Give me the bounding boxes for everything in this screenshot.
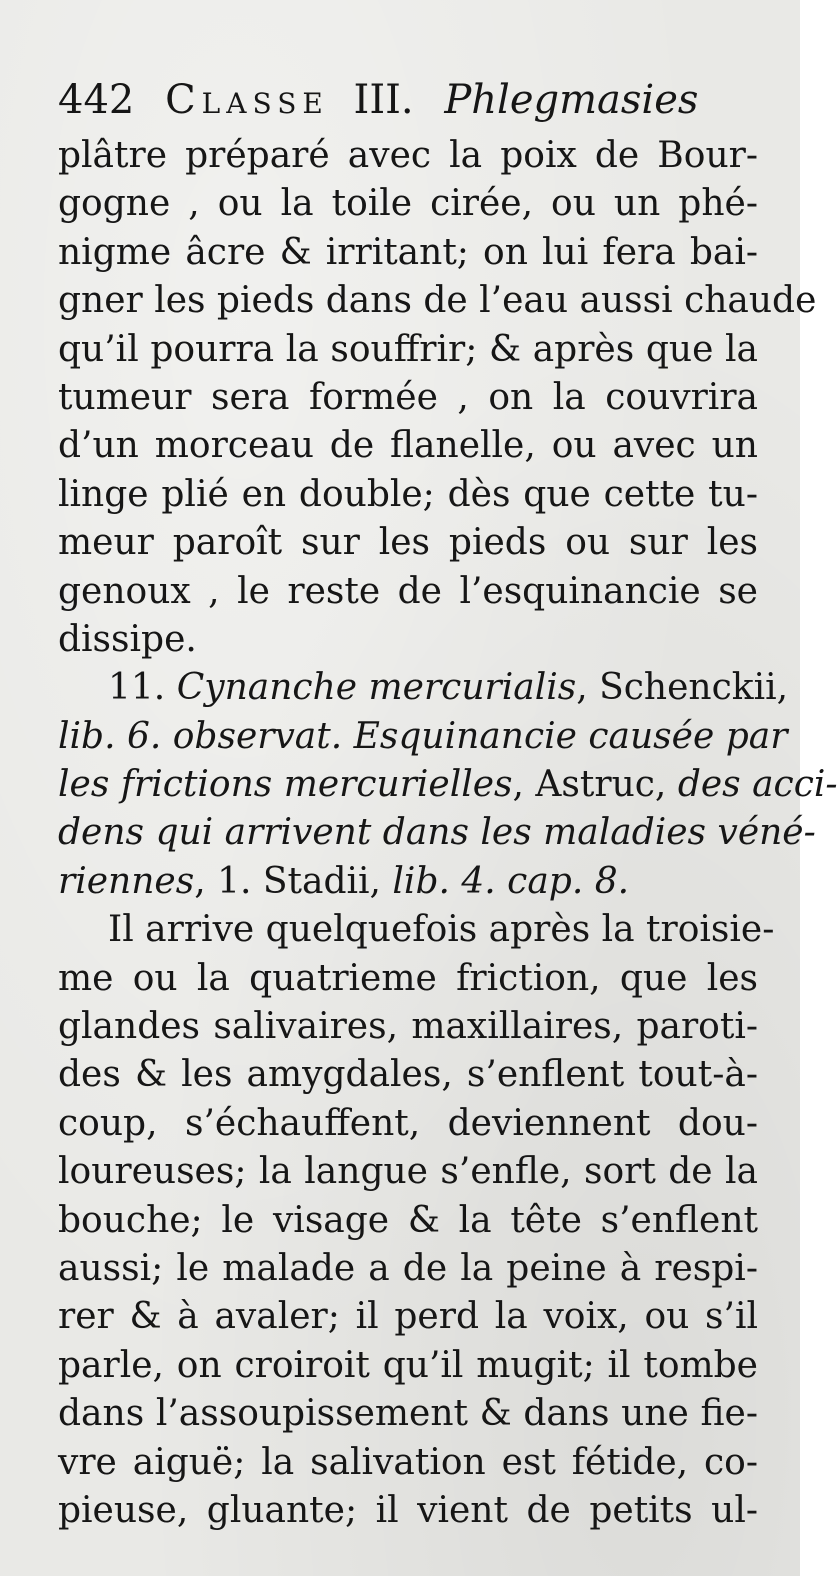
page-header bbox=[58, 70, 758, 130]
text-line bbox=[58, 858, 758, 906]
text-segment: parle, on croiroit qu’il mugit; il tombe bbox=[58, 1344, 758, 1386]
text-line bbox=[58, 374, 758, 422]
text-segment: vre aiguë; la salivation est fétide, co- bbox=[58, 1441, 758, 1483]
text-segment: des & les amygdales, s’enflent tout-à- bbox=[58, 1054, 758, 1096]
text-line bbox=[58, 1245, 758, 1293]
text-segment: d’un morceau de flanelle, ou avec un bbox=[58, 425, 758, 467]
text-segment: , 1. Stadii, bbox=[194, 860, 393, 902]
text-line bbox=[58, 568, 758, 616]
text-line bbox=[58, 1342, 758, 1390]
text-line bbox=[58, 180, 758, 228]
text-line bbox=[58, 1197, 758, 1245]
text-segment: loureuses; la langue s’enfle, sort de la bbox=[58, 1151, 758, 1193]
text-segment: pieuse, gluante; il vient de petits ul- bbox=[58, 1489, 758, 1531]
text-line bbox=[58, 664, 789, 712]
text-line bbox=[58, 1487, 758, 1535]
text-segment: coup, s’échauffent, deviennent dou- bbox=[58, 1102, 758, 1144]
text-segment: aussi; le malade a de la peine à respi- bbox=[58, 1247, 758, 1289]
class-label: Classe bbox=[165, 77, 329, 123]
text-segment: riennes bbox=[58, 860, 195, 902]
text-segment: lib. 6. observat. Esquinancie causée par bbox=[58, 715, 788, 757]
text-line bbox=[58, 326, 758, 374]
text-segment: glandes salivaires, maxillaires, paroti- bbox=[58, 1006, 758, 1048]
text-segment: dans l’assoupissement & dans une fie- bbox=[58, 1393, 758, 1435]
text-line bbox=[58, 1293, 758, 1341]
text-segment: meur paroît sur les pieds ou sur les bbox=[58, 522, 758, 564]
text-segment: bouche; le visage & la tête s’enflent bbox=[58, 1199, 758, 1241]
text-segment: lib. 4. cap. 8. bbox=[392, 860, 630, 902]
text-segment: dens qui arrivent dans les maladies véné- bbox=[58, 812, 816, 854]
text-segment: gner les pieds dans de l’eau aussi chaude bbox=[58, 280, 817, 322]
text-line bbox=[58, 471, 758, 519]
text-segment: qu’il pourra la souffrir; & après que la bbox=[58, 328, 758, 370]
text-line bbox=[58, 809, 816, 857]
text-segment: Cynanche mercurialis bbox=[176, 667, 577, 709]
text-line bbox=[58, 761, 838, 809]
text-line bbox=[58, 1100, 758, 1148]
text-segment: , Astruc, bbox=[512, 764, 678, 806]
text-line bbox=[58, 1439, 758, 1487]
text-line bbox=[58, 132, 758, 180]
text-line bbox=[58, 229, 758, 277]
text-line bbox=[58, 616, 758, 664]
text-segment: linge plié en double; dès que cette tu- bbox=[58, 473, 758, 515]
text-line bbox=[58, 1390, 758, 1438]
text-segment: des acci- bbox=[677, 764, 838, 806]
text-segment: tumeur sera formée , on la couvrira bbox=[58, 376, 758, 418]
text-line bbox=[58, 1003, 758, 1051]
text-segment: Il arrive quelquefois après la troisie- bbox=[108, 909, 775, 951]
text-segment: les frictions mercurielles bbox=[58, 764, 513, 806]
text-segment: dissipe. bbox=[58, 618, 197, 660]
page-number: 442 bbox=[58, 77, 135, 123]
text-line bbox=[58, 1051, 758, 1099]
text-segment: genoux , le reste de l’esquinancie se bbox=[58, 570, 758, 612]
class-number: III. bbox=[353, 77, 414, 123]
text-line bbox=[58, 1148, 758, 1196]
text-segment: 11. bbox=[108, 667, 177, 709]
text-line bbox=[58, 713, 788, 761]
text-segment: , Schenckii, bbox=[576, 667, 789, 709]
text-line bbox=[58, 422, 758, 470]
text-segment: me ou la quatrieme friction, que les bbox=[58, 957, 758, 999]
body-text bbox=[58, 132, 838, 1535]
text-segment: nigme âcre & irritant; on lui fera bai- bbox=[58, 231, 758, 273]
text-segment: rer & à avaler; il perd la voix, ou s’il bbox=[58, 1296, 758, 1338]
text-line bbox=[58, 519, 758, 567]
text-segment: plâtre préparé avec la poix de Bour- bbox=[58, 135, 758, 176]
text-line bbox=[58, 906, 775, 954]
text-segment: gogne , ou la toile cirée, ou un phé- bbox=[58, 183, 758, 225]
running-title: Phlegmasies bbox=[444, 77, 699, 123]
text-line bbox=[58, 277, 817, 325]
text-line bbox=[58, 955, 758, 1003]
